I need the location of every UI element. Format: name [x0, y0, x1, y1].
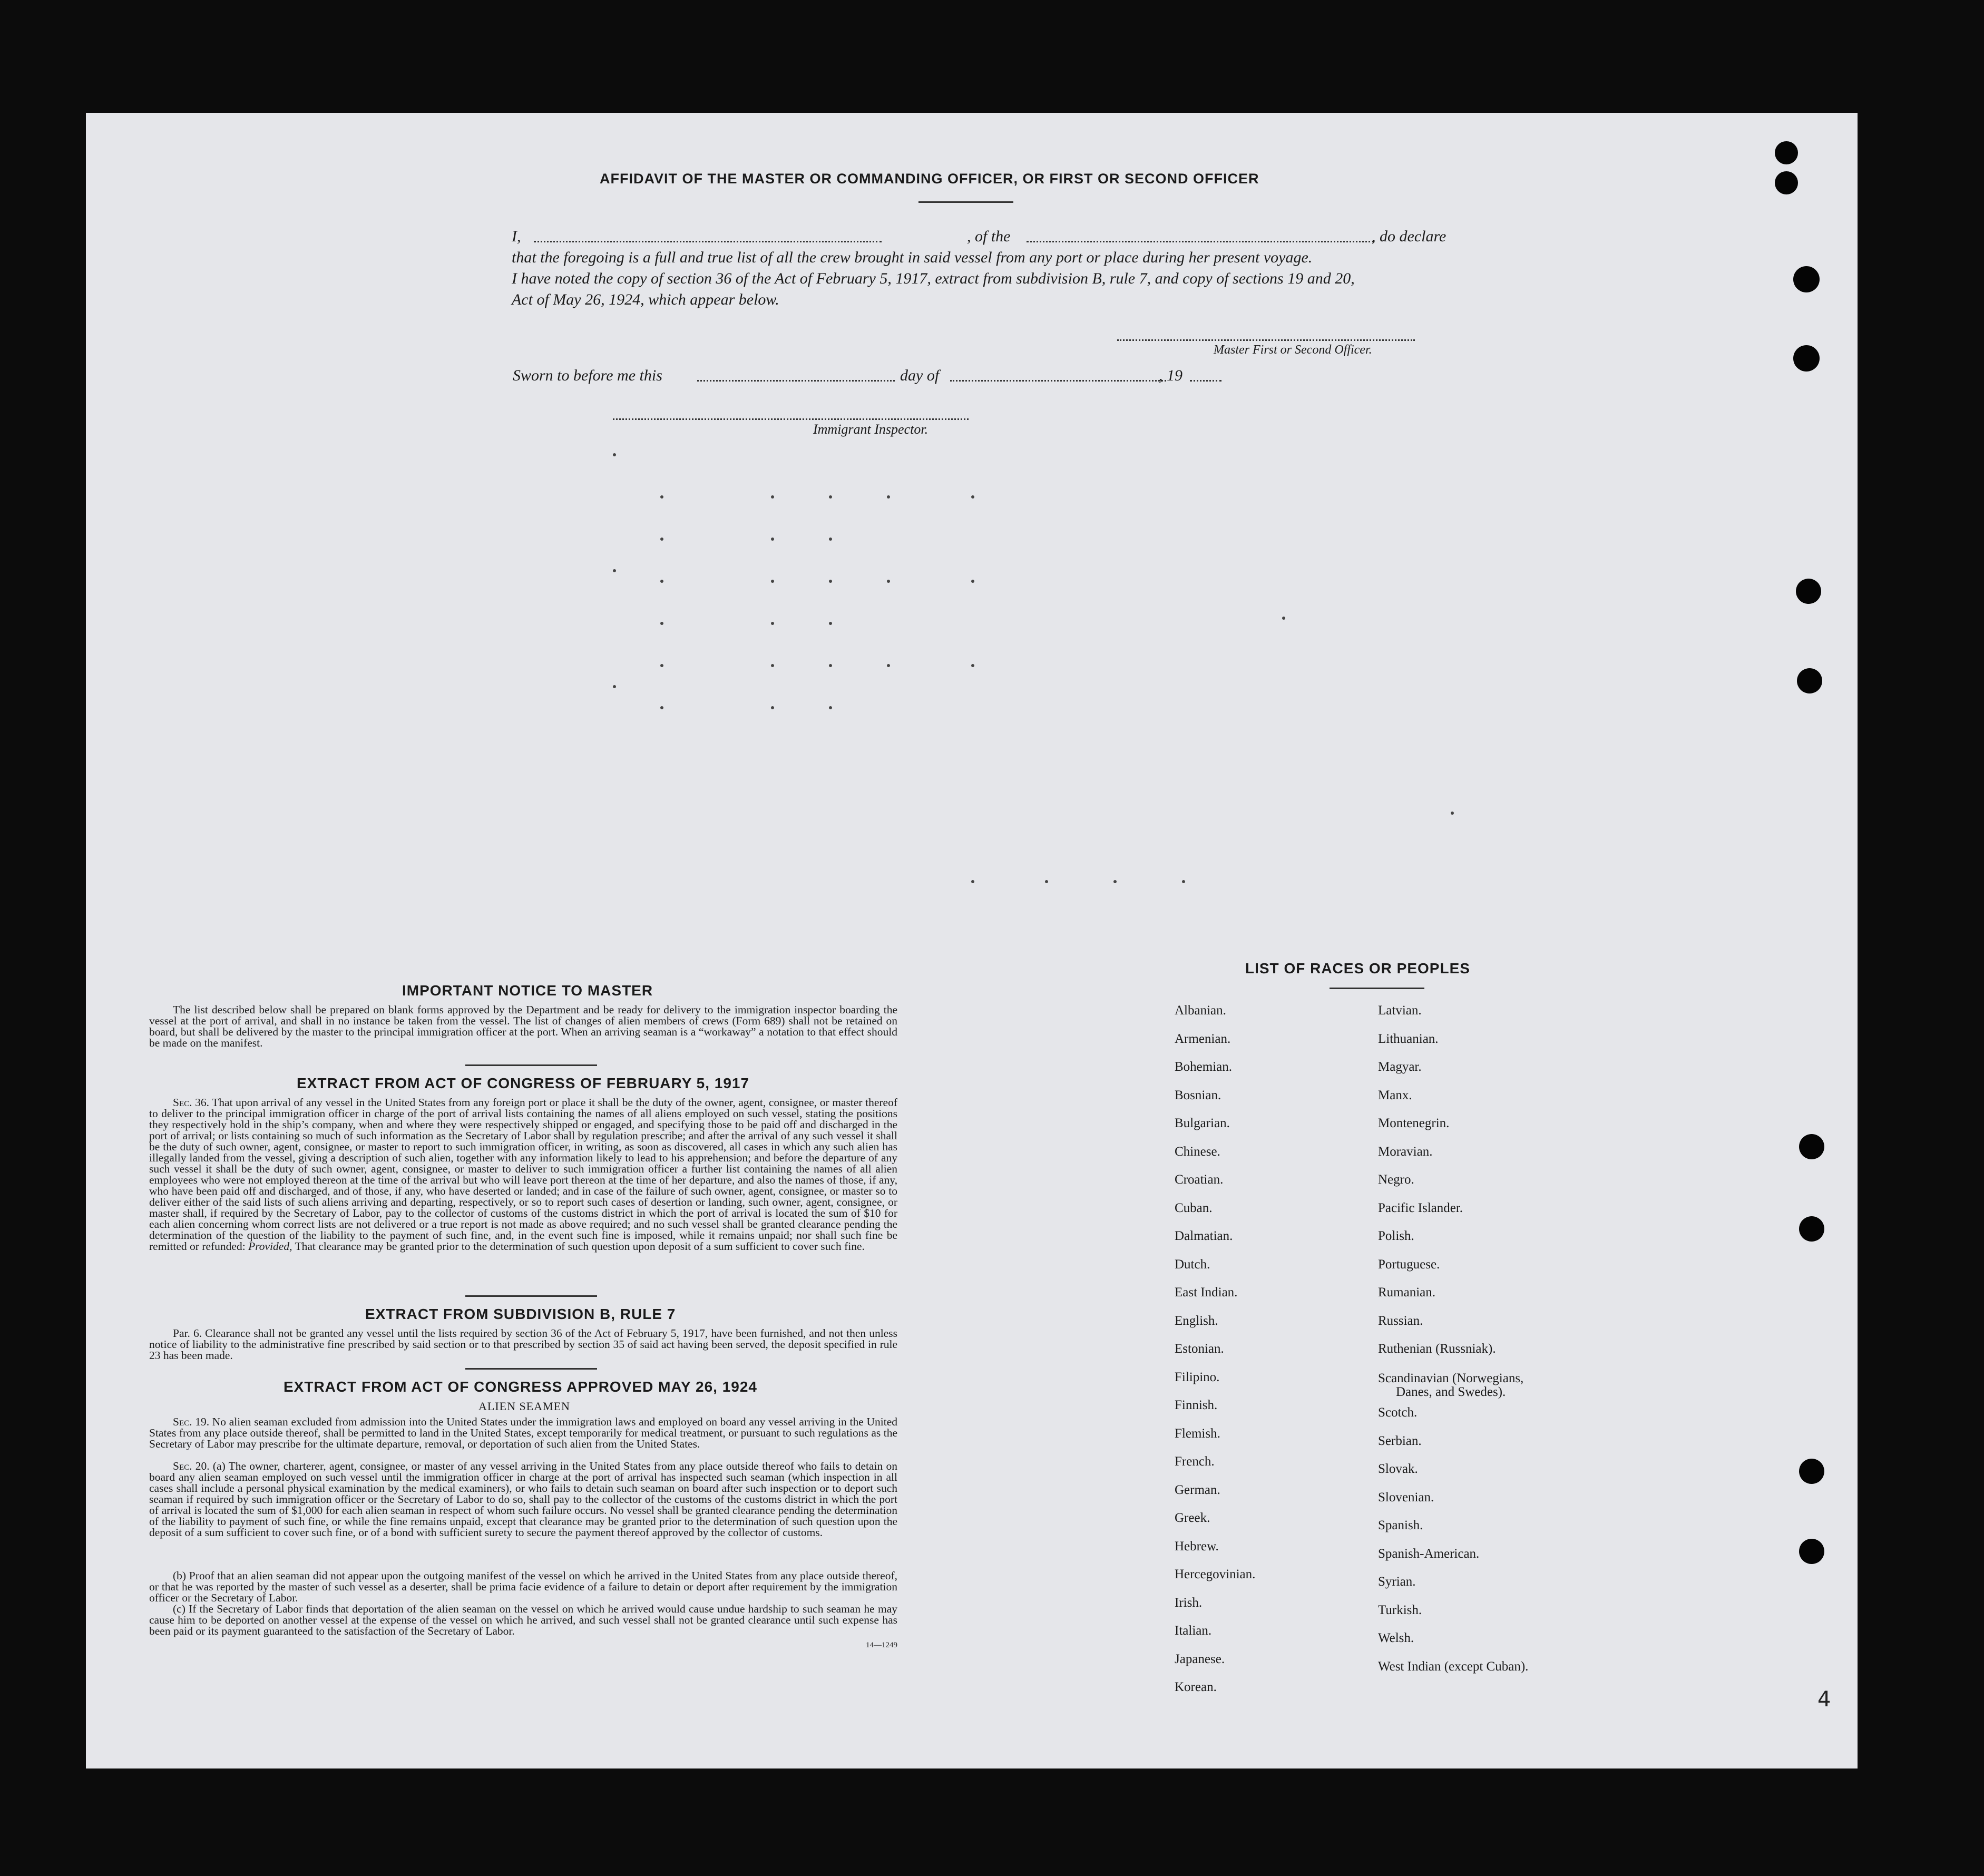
race-item: Spanish-American.	[1378, 1546, 1480, 1561]
race-item: Danes, and Swedes).	[1396, 1384, 1506, 1399]
races-title: LIST OF RACES OR PEOPLES	[1245, 960, 1470, 976]
grid-dot	[887, 495, 890, 499]
notice-title: IMPORTANT NOTICE TO MASTER	[402, 982, 653, 999]
race-item: Hercegovinian.	[1175, 1567, 1256, 1581]
race-item: Russian.	[1378, 1313, 1423, 1328]
race-item: Hebrew.	[1175, 1539, 1219, 1553]
race-item: Greek.	[1175, 1511, 1210, 1525]
race-item: Filipino.	[1175, 1370, 1220, 1384]
grid-dot	[887, 580, 890, 583]
race-item: Turkish.	[1378, 1603, 1422, 1617]
sworn-month-field[interactable]	[950, 380, 1166, 382]
grid-dot	[660, 580, 663, 583]
race-item: Negro.	[1378, 1172, 1414, 1187]
race-item: Flemish.	[1175, 1426, 1220, 1441]
grid-dot	[771, 538, 774, 541]
grid-dot	[829, 495, 832, 499]
race-item: Croatian.	[1175, 1172, 1224, 1187]
grid-dot	[829, 622, 832, 625]
grid-dot	[660, 706, 663, 709]
binder-hole	[1775, 171, 1798, 194]
race-item: Slovak.	[1378, 1462, 1418, 1476]
sec20a-body	[149, 1461, 897, 1538]
race-item: Serbian.	[1378, 1433, 1422, 1448]
master-signature-label: Master First or Second Officer.	[1214, 343, 1372, 357]
vessel-prefix: , of the	[967, 228, 1011, 245]
race-item: English.	[1175, 1313, 1218, 1328]
grid-dot	[1045, 880, 1048, 883]
grid-dot	[660, 664, 663, 667]
race-item: Portuguese.	[1378, 1257, 1440, 1272]
proviso-text: That clearance may be granted prior to the determination of such question upon deposit of a sum sufficient to cover such fine.	[295, 1240, 865, 1253]
affidavit-line-3: I have noted the copy of section 36 of the Act of February 5, 1917, extract from subdivision B, rule 7, and copy of sections 19 and 20,	[512, 270, 1355, 287]
binder-hole	[1799, 1216, 1824, 1242]
extract-1917-title: EXTRACT FROM ACT OF CONGRESS OF FEBRUARY 5, 1917	[297, 1075, 750, 1091]
grid-dot	[660, 495, 663, 499]
grid-dot	[613, 685, 616, 688]
sworn-text: Sworn to before me this	[513, 367, 662, 384]
race-item: Montenegrin.	[1378, 1116, 1450, 1130]
binder-hole	[1796, 579, 1821, 604]
race-item: Albanian.	[1175, 1003, 1226, 1018]
binder-hole	[1797, 668, 1822, 693]
binder-hole	[1799, 1459, 1824, 1484]
race-item: Finnish.	[1175, 1398, 1218, 1412]
handwritten-page-mark: 4	[1817, 1687, 1831, 1712]
race-item: Bosnian.	[1175, 1088, 1221, 1102]
grid-dot	[613, 569, 616, 572]
sec20b-body: (b) Proof that an alien seaman did not appear upon the outgoing manifest of the vessel on which he arrived in the United States from any place outside thereof, or that he was reported by the master of such vessel as a deserter, shall be prima facie evidence of a failure to detain or deport after requirement by the immigration officer or the Secretary of Labor.	[149, 1569, 897, 1604]
sec20a-text: (a) The owner, charterer, agent, consignee, or master of any vessel arriving in the United States from any place outside thereof who fails to detain on board any alien seaman employed on such vessel until the immigration officer in charge at the port of arrival has inspected such seaman (which inspection in all cases shall include a personal physical examination by the medical examiners), or who fails to detain such seaman on board after such inspection or to deport such seaman if required by such immigration officer or the Secretary of Labor to do so, shall pay to the collector of the customs of the customs district in which the port of arrival is located the sum of $1,000 for each alien seaman in respect of whom such failure occurs. No vessel shall be granted clearance pending the determination of the liability to payment of such fine, or while the fine remains unpaid, except that clearance may be granted prior to the determination of such question upon the deposit of a sum sufficient to cover such fine, or of a bond with sufficient surety to secure the payment thereof approved by the collector of customs.	[149, 1460, 897, 1539]
race-item: French.	[1175, 1454, 1215, 1469]
race-item: Lithuanian.	[1378, 1031, 1439, 1046]
sec20-lead: Sec. 20.	[173, 1460, 210, 1472]
grid-dot	[613, 453, 616, 456]
title-underline	[918, 201, 1013, 203]
grid-dot	[1451, 812, 1454, 815]
sec36-lead: Sec. 36.	[173, 1096, 209, 1109]
form-sheet	[86, 113, 1858, 1768]
race-item: Welsh.	[1378, 1631, 1414, 1645]
race-item: Ruthenian (Russniak).	[1378, 1342, 1496, 1356]
binder-hole	[1793, 266, 1820, 292]
race-item: Italian.	[1175, 1624, 1212, 1638]
declare-text: , do declare	[1372, 228, 1447, 245]
race-item: Estonian.	[1175, 1342, 1224, 1356]
grid-dot	[971, 495, 974, 499]
notice-body: The list described below shall be prepared on blank forms approved by the Department and be ready for delivery to the immigration inspector boarding the vessel at the port of arrival, and shall in no instance be taken from the vessel. The list of changes of alien members of crews (Form 689) shall not be retained on board, but shall be delivered by the master to the principal immigration officer at the port. When an arriving seaman is a “workaway” a notation to that effect should be made on the manifest.	[149, 1003, 897, 1049]
declarant-name-field[interactable]	[534, 241, 882, 242]
notice-divider	[465, 1064, 597, 1066]
sworn-year-field[interactable]	[1190, 380, 1221, 382]
grid-dot	[771, 706, 774, 709]
race-item: Bulgarian.	[1175, 1116, 1230, 1130]
affidavit-line-2: that the foregoing is a full and true list of all the crew brought in said vessel from any port or place during her present voyage.	[512, 249, 1313, 266]
declarant-prefix: I,	[512, 228, 521, 245]
grid-dot	[660, 538, 663, 541]
grid-dot	[829, 580, 832, 583]
binder-hole	[1793, 345, 1820, 372]
race-item: Cuban.	[1175, 1200, 1213, 1215]
grid-dot	[771, 580, 774, 583]
affidavit-line-4: Act of May 26, 1924, which appear below.	[512, 291, 779, 308]
sec19-text: No alien seaman excluded from admission into the United States under the immigration laws and employed on board any vessel arriving in the United States from any place outside thereof, shall be permitted to land in the United States, except temporarily for medical treatment, or pursuant to such regulations as the Secretary of Labor may prescribe for the ultimate departure, removal, or deportation of such alien from the United States.	[149, 1415, 897, 1450]
grid-dot	[971, 880, 974, 883]
rule7-title: EXTRACT FROM SUBDIVISION B, RULE 7	[365, 1306, 676, 1322]
grid-dot	[771, 495, 774, 499]
grid-dot	[1282, 617, 1285, 620]
master-signature-field[interactable]	[1117, 339, 1415, 341]
race-item: German.	[1175, 1482, 1220, 1497]
affidavit-title: AFFIDAVIT OF THE MASTER OR COMMANDING OFFICER, OR FIRST OR SECOND OFFICER	[600, 171, 1259, 187]
grid-dot	[829, 664, 832, 667]
race-item: Bohemian.	[1175, 1060, 1233, 1074]
race-item: Slovenian.	[1378, 1490, 1434, 1504]
race-item: Rumanian.	[1378, 1285, 1436, 1299]
sec20c-body: (c) If the Secretary of Labor finds that deportation of the alien seaman on the vessel on which he arrived would cause undue hardship to such seaman he may cause him to be deported on another vessel at the expense of the vessel on which he arrived, and such vessel shall not be granted clearance until such expense has been paid or its payment guaranteed to the satisfaction of the Secretary of Labor.	[149, 1603, 897, 1637]
form-number: 14—1249	[866, 1641, 897, 1649]
race-item: Japanese.	[1175, 1652, 1225, 1666]
binder-hole	[1799, 1539, 1824, 1564]
inspector-signature-label: Immigrant Inspector.	[813, 422, 929, 437]
day-of-text: day of	[900, 367, 940, 384]
sec19-body	[149, 1416, 897, 1450]
race-item: Magyar.	[1378, 1060, 1422, 1074]
rule7-body: Par. 6. Clearance shall not be granted any vessel until the lists required by section 36 of the Act of February 5, 1917, have been furnished, and not then unless notice of liability to the administrative fine prescribed by said section or to that prescribed by section 35 of said act having been served, the deposit specified in rule 23 has been made.	[149, 1327, 897, 1362]
grid-dot	[829, 706, 832, 709]
race-item: Chinese.	[1175, 1144, 1220, 1159]
grid-dot	[971, 664, 974, 667]
year-prefix: , 19	[1159, 367, 1182, 384]
extract-1924-title: EXTRACT FROM ACT OF CONGRESS APPROVED MAY 26, 1924	[284, 1379, 757, 1395]
binder-hole	[1799, 1134, 1824, 1159]
grid-dot	[971, 580, 974, 583]
race-item: Korean.	[1175, 1680, 1217, 1694]
race-item: Scotch.	[1378, 1405, 1418, 1420]
sec36-text: That upon arrival of any vessel in the United States from any foreign port or place it shall be the duty of the owner, agent, consignee, or master thereof to deliver to the principal immigration officer in charge of the port of arrival lists containing the names of all aliens employed on such vessel, stating the positions they respectively hold in the ship’s company, when and where they were respectively shipped or engaged, and specifying those to be paid off and discharged in the port of arrival; or lists containing so much of such information as the Secretary of Labor shall by regulation prescribe; and after the arrival of any such vessel it shall be the duty of such owner, agent, consignee, or master to report to such immigration officer, in writing, as soon as discovered, all cases in which any such alien has illegally landed from the vessel, giving a description of such alien, together with any information likely to lead to his apprehension; and before the departure of any such vessel it shall be the duty of such owner, agent, consignee, or master to deliver to such immigration officer a further list containing the names of all alien employees who were not employed thereon at the time of the arrival but who will leave port thereon at the time of her departure, and also the names of those, if any, who have been paid off and discharged, and of those, if any, who have deserted or landed; and in case of the failure of such owner, agent, consignee, or master so to deliver either of the said lists of such aliens arriving and departing, respectively, or so to report such cases of desertion or landing, such owner, agent, consignee, or master shall, if required by the Secretary of Labor, pay to the collector of customs of the customs district in which the port of arrival is located the sum of $10 for each alien concerning whom correct lists are not delivered or a true report is not made as above required; and no such vessel shall be granted clearance pending the determination of the question of the liability to the payment of such fine, and, in the event such fine is imposed, while it remains unpaid; nor shall such fine be remitted or refunded:	[149, 1096, 897, 1253]
races-title-underline	[1330, 988, 1424, 989]
race-item: Manx.	[1378, 1088, 1412, 1102]
race-item: Dalmatian.	[1175, 1229, 1233, 1243]
extract-1917-body	[149, 1097, 897, 1252]
binder-hole	[1775, 141, 1798, 164]
race-item: Armenian.	[1175, 1031, 1231, 1046]
proviso-word: Provided,	[248, 1240, 292, 1253]
race-item: Scandinavian (Norwegians,	[1378, 1371, 1524, 1385]
race-item: Syrian.	[1378, 1575, 1416, 1589]
race-item: Irish.	[1175, 1595, 1203, 1610]
grid-dot	[1182, 880, 1185, 883]
grid-dot	[1113, 880, 1117, 883]
vessel-name-field[interactable]	[1027, 241, 1374, 242]
race-item: Polish.	[1378, 1229, 1414, 1243]
grid-dot	[771, 664, 774, 667]
alien-seamen-subtitle: ALIEN SEAMEN	[478, 1400, 570, 1413]
extract-1917-divider	[465, 1295, 597, 1297]
grid-dot	[829, 538, 832, 541]
race-item: Pacific Islander.	[1378, 1200, 1463, 1215]
grid-dot	[771, 622, 774, 625]
race-item: Dutch.	[1175, 1257, 1210, 1272]
race-item: Spanish.	[1378, 1518, 1423, 1532]
race-item: East Indian.	[1175, 1285, 1238, 1299]
race-item: Moravian.	[1378, 1144, 1433, 1159]
grid-dot	[887, 664, 890, 667]
sworn-day-field[interactable]	[697, 380, 895, 382]
sec19-lead: Sec. 19.	[173, 1415, 210, 1428]
race-item: West Indian (except Cuban).	[1378, 1659, 1529, 1674]
rule7-divider	[465, 1368, 597, 1370]
grid-dot	[660, 622, 663, 625]
race-item: Latvian.	[1378, 1003, 1422, 1018]
inspector-signature-field[interactable]	[613, 418, 969, 420]
